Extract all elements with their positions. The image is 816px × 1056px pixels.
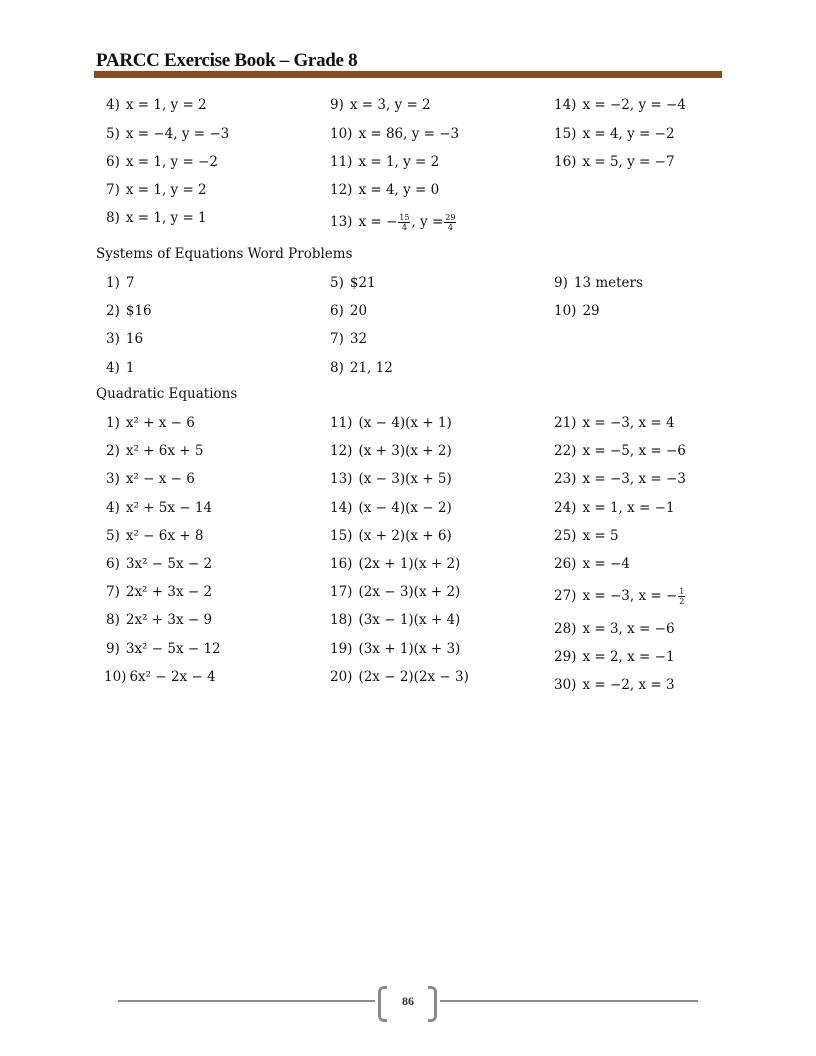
answer-expression: (x − 4)(x − 2) bbox=[358, 500, 452, 516]
fraction bbox=[398, 213, 410, 232]
answer-expression: x = −3, x = 4 bbox=[582, 415, 675, 431]
answer-expression: (x − 3)(x + 5) bbox=[358, 471, 452, 487]
answer-expression: x² − x − 6 bbox=[125, 471, 195, 487]
answer-expression: x = 1, x = −1 bbox=[582, 500, 675, 516]
item-number: 15) bbox=[330, 528, 353, 544]
answer-expression: 2x² + 3x − 2 bbox=[125, 584, 213, 600]
item-number: 21) bbox=[554, 415, 577, 431]
item-number: 14) bbox=[330, 500, 353, 516]
answer-expression: x = −2, y = −4 bbox=[582, 97, 686, 113]
item-number: 7) bbox=[330, 331, 344, 347]
answer-row bbox=[0, 273, 816, 297]
answer-expression: x = 1, y = 2 bbox=[358, 154, 440, 170]
answer-row bbox=[0, 413, 816, 437]
item-number: 2) bbox=[106, 443, 120, 459]
answer-item bbox=[330, 358, 393, 378]
item-number: 5) bbox=[106, 528, 120, 544]
item-number: 23) bbox=[554, 471, 577, 487]
answer-item bbox=[330, 582, 460, 602]
answer-expression: x = −4, y = −3 bbox=[125, 126, 230, 142]
answer-expression: x = 3, x = −6 bbox=[582, 621, 675, 637]
answer-expression: x = −5, x = −6 bbox=[582, 443, 686, 459]
answer-expression: (3x + 1)(x + 3) bbox=[358, 641, 461, 657]
item-number: 5) bbox=[330, 275, 344, 291]
item-number: 20) bbox=[330, 669, 353, 685]
answer-item bbox=[106, 441, 203, 461]
answer-item bbox=[554, 441, 686, 461]
answer-expression: x = 1, y = 1 bbox=[125, 210, 207, 226]
answer-item bbox=[330, 498, 452, 518]
answer-expression: (x + 2)(x + 6) bbox=[358, 528, 452, 544]
item-number: 1) bbox=[106, 275, 120, 291]
answer-expression: (2x − 3)(x + 2) bbox=[358, 584, 461, 600]
answer-item bbox=[106, 582, 212, 602]
item-number: 12) bbox=[330, 443, 353, 459]
answer-item bbox=[554, 301, 600, 321]
answer-expression: x = − bbox=[358, 214, 398, 230]
footer-rule-right bbox=[440, 1000, 698, 1002]
item-number: 3) bbox=[106, 471, 120, 487]
item-number: 22) bbox=[554, 443, 577, 459]
footer-bracket-right bbox=[428, 986, 437, 1022]
answer-expression: x = 3, y = 2 bbox=[349, 97, 431, 113]
item-number: 13) bbox=[330, 471, 353, 487]
answer-item bbox=[554, 586, 686, 606]
answer-item bbox=[106, 526, 203, 546]
answer-item bbox=[330, 441, 452, 461]
item-number: 10) bbox=[104, 669, 127, 685]
item-number: 14) bbox=[554, 97, 577, 113]
answer-item bbox=[330, 301, 367, 321]
answer-row bbox=[0, 469, 816, 493]
answer-expression: x = 1, y = 2 bbox=[125, 97, 207, 113]
answer-expression: $16 bbox=[125, 303, 152, 319]
answer-item bbox=[330, 124, 459, 144]
answer-item bbox=[330, 180, 439, 200]
answer-expression: 2x² + 3x − 9 bbox=[125, 612, 213, 628]
answer-expression: 3x² − 5x − 12 bbox=[125, 641, 221, 657]
item-number: 24) bbox=[554, 500, 577, 516]
answer-item bbox=[554, 526, 619, 546]
item-number: 3) bbox=[106, 331, 120, 347]
fraction bbox=[444, 213, 456, 232]
item-number: 8) bbox=[106, 210, 120, 226]
answer-expression: x = −3, x = − bbox=[582, 588, 678, 604]
item-number: 18) bbox=[330, 612, 353, 628]
answer-row bbox=[0, 152, 816, 176]
answer-row bbox=[0, 675, 816, 699]
item-number: 29) bbox=[554, 649, 577, 665]
answer-row bbox=[0, 554, 816, 578]
answer-item bbox=[554, 675, 675, 695]
answer-expression: 21, 12 bbox=[349, 360, 393, 376]
answer-expression: 16 bbox=[125, 331, 144, 347]
fraction-denominator: 2 bbox=[679, 596, 685, 606]
answer-item bbox=[106, 554, 212, 574]
item-number: 16) bbox=[330, 556, 353, 572]
item-number: 1) bbox=[106, 415, 120, 431]
answer-item bbox=[330, 526, 452, 546]
header-rule bbox=[94, 71, 722, 78]
answer-item bbox=[106, 469, 195, 489]
item-number: 2) bbox=[106, 303, 120, 319]
answer-expression: x² − 6x + 8 bbox=[125, 528, 204, 544]
item-number: 4) bbox=[106, 97, 120, 113]
item-number: 17) bbox=[330, 584, 353, 600]
item-number: 10) bbox=[554, 303, 577, 319]
answer-row bbox=[0, 498, 816, 522]
item-number: 6) bbox=[106, 154, 120, 170]
answer-row bbox=[0, 358, 816, 382]
answer-row bbox=[0, 124, 816, 148]
item-number: 8) bbox=[106, 612, 120, 628]
answer-expression: , y = bbox=[411, 214, 444, 230]
fraction-denominator: 4 bbox=[401, 222, 407, 232]
answer-expression: x² + 5x − 14 bbox=[125, 500, 213, 516]
item-number: 7) bbox=[106, 584, 120, 600]
item-number: 9) bbox=[554, 275, 568, 291]
item-number: 13) bbox=[330, 214, 353, 230]
answer-expression: x = −3, x = −3 bbox=[582, 471, 686, 487]
answer-item bbox=[106, 358, 134, 378]
answer-item bbox=[330, 469, 452, 489]
answer-item bbox=[554, 498, 675, 518]
answer-expression: x = 5, y = −7 bbox=[582, 154, 675, 170]
answer-expression: 1 bbox=[125, 360, 135, 376]
answer-item bbox=[554, 647, 675, 667]
answer-item bbox=[106, 301, 152, 321]
item-number: 25) bbox=[554, 528, 577, 544]
item-number: 11) bbox=[330, 415, 353, 431]
item-number: 15) bbox=[554, 126, 577, 142]
page-number: 86 bbox=[402, 994, 414, 1008]
answer-expression: x = −4 bbox=[582, 556, 630, 572]
item-number: 7) bbox=[106, 182, 120, 198]
item-number: 6) bbox=[106, 556, 120, 572]
fraction-numerator: 29 bbox=[445, 212, 456, 222]
answer-item bbox=[554, 152, 675, 172]
fraction bbox=[678, 587, 685, 606]
item-number: 28) bbox=[554, 621, 577, 637]
answer-expression: x = 4, y = −2 bbox=[582, 126, 675, 142]
fraction-denominator: 4 bbox=[447, 222, 453, 232]
answer-item bbox=[554, 124, 675, 144]
answer-item bbox=[330, 413, 452, 433]
item-number: 5) bbox=[106, 126, 120, 142]
item-number: 6) bbox=[330, 303, 344, 319]
answer-expression: 6x² − 2x − 4 bbox=[129, 669, 216, 685]
answer-expression: x = 5 bbox=[582, 528, 619, 544]
answer-item bbox=[554, 413, 675, 433]
answer-expression: (3x − 1)(x + 4) bbox=[358, 612, 461, 628]
answer-row bbox=[0, 526, 816, 550]
answer-item bbox=[330, 212, 457, 232]
page-header: PARCC Exercise Book – Grade 8 bbox=[96, 50, 358, 71]
answer-item bbox=[106, 498, 212, 518]
answer-expression: 29 bbox=[582, 303, 600, 319]
item-number: 10) bbox=[330, 126, 353, 142]
answer-expression: x = 1, y = 2 bbox=[125, 182, 207, 198]
answer-expression: x = 2, x = −1 bbox=[582, 649, 675, 665]
answer-expression: (x + 3)(x + 2) bbox=[358, 443, 452, 459]
answer-item bbox=[106, 329, 143, 349]
fraction-numerator: 1 bbox=[679, 586, 685, 596]
item-number: 19) bbox=[330, 641, 353, 657]
item-number: 26) bbox=[554, 556, 577, 572]
answer-item bbox=[106, 208, 207, 228]
footer-rule-left bbox=[118, 1000, 375, 1002]
answer-expression: (x − 4)(x + 1) bbox=[358, 415, 452, 431]
answer-expression: 32 bbox=[349, 331, 368, 347]
answer-expression: 20 bbox=[349, 303, 368, 319]
answer-row bbox=[0, 95, 816, 119]
item-number: 27) bbox=[554, 588, 577, 604]
item-number: 11) bbox=[330, 154, 353, 170]
answer-item bbox=[330, 329, 367, 349]
answer-expression: x = 4, y = 0 bbox=[358, 182, 440, 198]
answer-item bbox=[330, 152, 439, 172]
section-title: Systems of Equations Word Problems bbox=[96, 246, 353, 262]
answer-row bbox=[0, 441, 816, 465]
section-title: Quadratic Equations bbox=[96, 386, 238, 402]
answer-row bbox=[0, 582, 816, 606]
answer-item bbox=[554, 469, 686, 489]
answer-item bbox=[554, 95, 686, 115]
answer-expression: 7 bbox=[125, 275, 135, 291]
answer-expression: 3x² − 5x − 2 bbox=[125, 556, 213, 572]
answer-expression: x = −2, x = 3 bbox=[582, 677, 675, 693]
answer-row bbox=[0, 329, 816, 353]
answer-item bbox=[106, 273, 134, 293]
answer-expression: (2x − 2)(2x − 3) bbox=[358, 669, 469, 685]
answer-expression: x = 86, y = −3 bbox=[358, 126, 460, 142]
answer-row bbox=[0, 180, 816, 204]
answer-item bbox=[106, 152, 218, 172]
answer-row bbox=[0, 208, 816, 232]
item-number: 4) bbox=[106, 500, 120, 516]
fraction-numerator: 15 bbox=[399, 212, 410, 222]
answer-item bbox=[554, 273, 643, 293]
item-number: 30) bbox=[554, 677, 577, 693]
item-number: 9) bbox=[330, 97, 344, 113]
answer-item bbox=[554, 554, 630, 574]
answer-expression: x² + x − 6 bbox=[125, 415, 195, 431]
item-number: 9) bbox=[106, 641, 120, 657]
answer-item bbox=[330, 95, 431, 115]
answer-item bbox=[554, 619, 675, 639]
item-number: 8) bbox=[330, 360, 344, 376]
answer-expression: x = 1, y = −2 bbox=[125, 154, 218, 170]
answer-item bbox=[106, 95, 207, 115]
answer-item bbox=[330, 273, 376, 293]
answer-expression: x² + 6x + 5 bbox=[125, 443, 204, 459]
answer-expression: 13 meters bbox=[573, 275, 643, 291]
answer-item bbox=[106, 180, 207, 200]
answer-expression: $21 bbox=[349, 275, 376, 291]
item-number: 16) bbox=[554, 154, 577, 170]
item-number: 4) bbox=[106, 360, 120, 376]
item-number: 12) bbox=[330, 182, 353, 198]
footer-bracket-left bbox=[378, 986, 387, 1022]
answer-row bbox=[0, 301, 816, 325]
answer-item bbox=[106, 124, 229, 144]
answer-expression: (2x + 1)(x + 2) bbox=[358, 556, 461, 572]
answer-item bbox=[330, 554, 460, 574]
answer-item bbox=[106, 413, 195, 433]
